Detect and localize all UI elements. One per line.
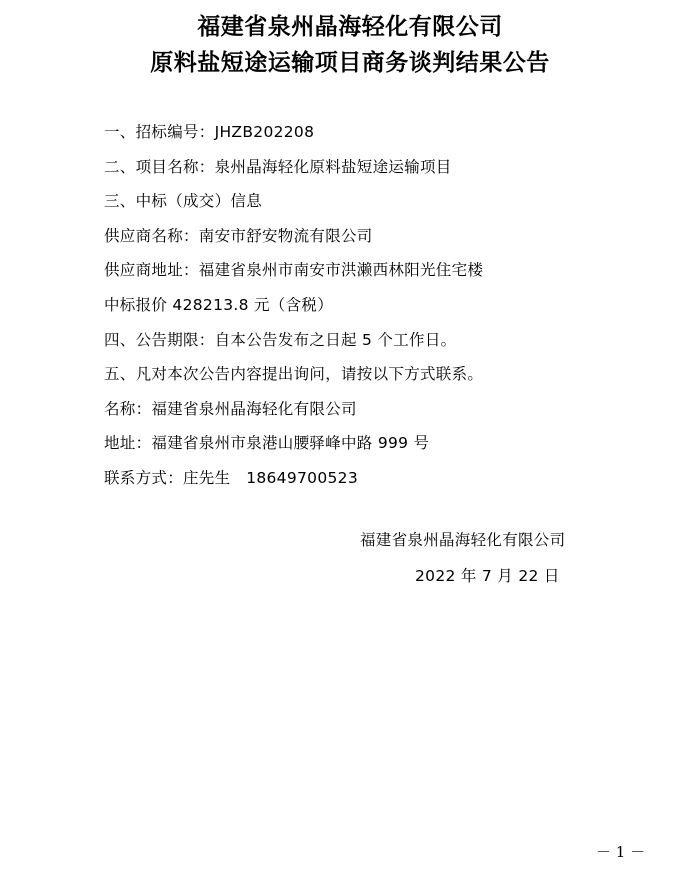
signature-date: 2022 年 7 月 22 日: [415, 567, 560, 585]
inquiry-instruction-line: 五、凡对本次公告内容提出询问，请按以下方式联系。: [104, 365, 484, 384]
contact-address-line: 地址：福建省泉州市泉港山腰驿峰中路 999 号: [104, 434, 430, 453]
contact-name-line: 名称：福建省泉州晶海轻化有限公司: [104, 399, 357, 418]
document-title-line-2: 原料盐短途运输项目商务谈判结果公告: [150, 49, 550, 76]
supplier-address-line: 供应商地址：福建省泉州市南安市洪濑西林阳光住宅楼: [104, 261, 484, 280]
document-title-line-1: 福建省泉州晶海轻化有限公司: [197, 13, 503, 40]
bid-price-line: 中标报价 428213.8 元（含税）: [104, 295, 334, 314]
announcement-body: [104, 122, 664, 503]
supplier-name-line: 供应商名称：南安市舒安物流有限公司: [104, 226, 373, 245]
tender-number-line: 一、招标编号：JHZB202208: [104, 123, 315, 141]
award-info-heading: 三、中标（成交）信息: [104, 192, 263, 211]
project-name-line: 二、项目名称：泉州晶海轻化原料盐短途运输项目: [104, 157, 452, 176]
notice-period-line: 四、公告期限：自本公告发布之日起 5 个工作日。: [104, 330, 457, 349]
signature-company: 福建省泉州晶海轻化有限公司: [360, 531, 566, 549]
page-number: － 1 －: [596, 843, 646, 861]
contact-method-line: 联系方式：庄先生 18649700523: [104, 468, 358, 487]
